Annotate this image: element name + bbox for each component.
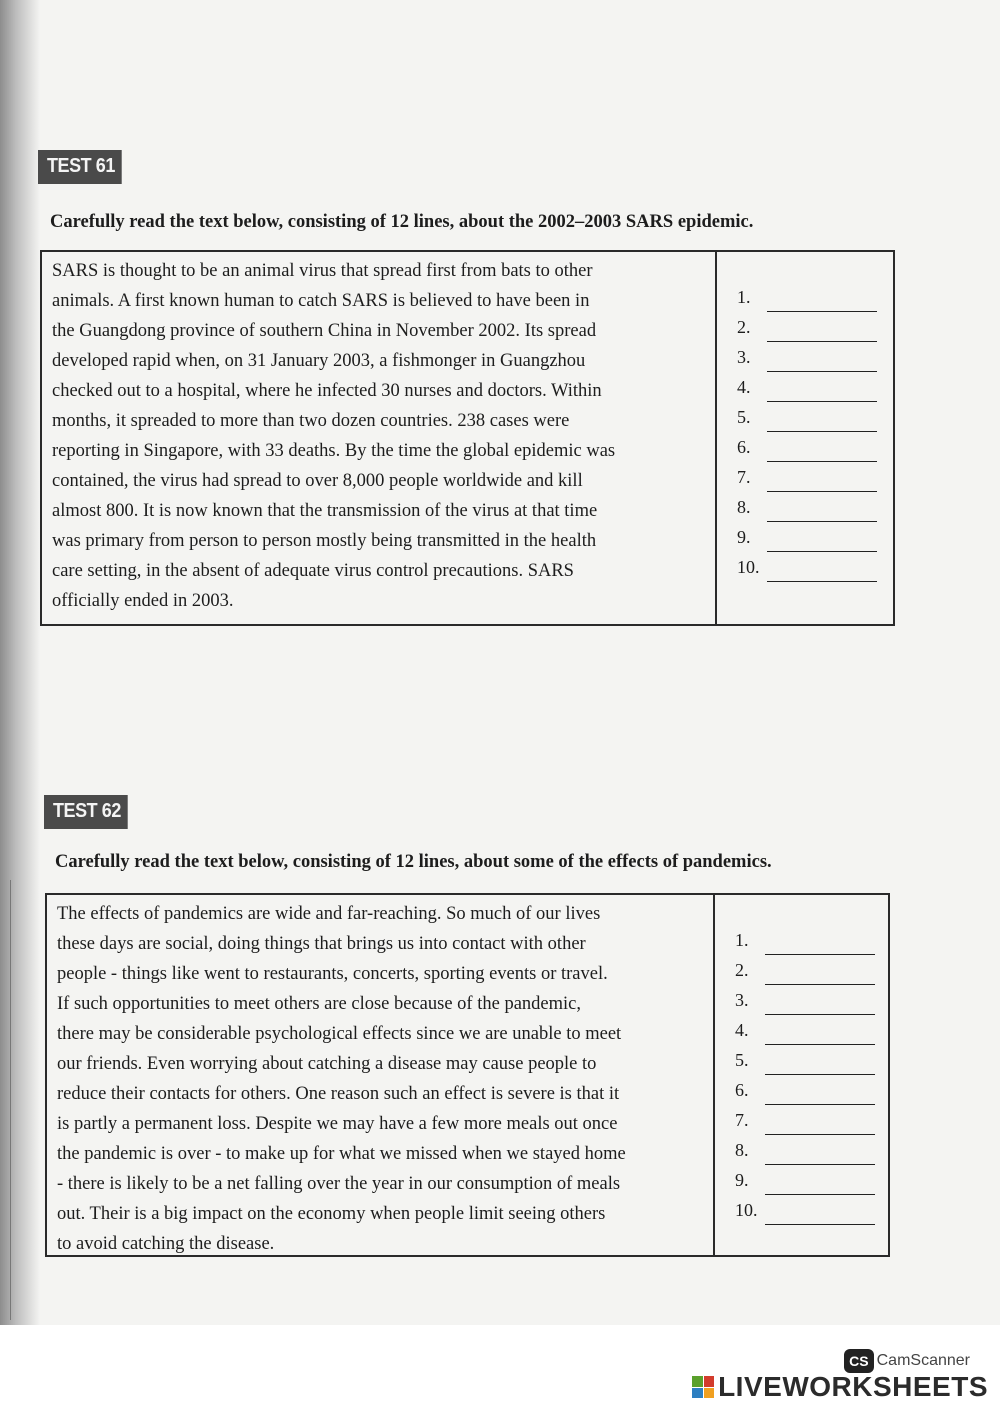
answer-blank[interactable] (767, 409, 877, 432)
answer-number: 2. (737, 317, 751, 337)
answer-number: 6. (737, 437, 751, 457)
answer-row (737, 312, 893, 342)
answer-number: 7. (735, 1110, 749, 1130)
answer-row (737, 372, 893, 402)
passage-line: people - things like went to restaurants, concerts, sporting events or travel. (57, 964, 608, 984)
passage-line: reporting in Singapore, with 33 deaths. By the time the global epidemic was (52, 441, 616, 461)
passage-line: out. Their is a big impact on the economy when people limit seeing others (57, 1204, 606, 1224)
liveworksheets-logo (692, 1371, 988, 1403)
test-62-passage (47, 895, 715, 1255)
answer-number: 8. (737, 497, 751, 517)
answer-row (737, 552, 893, 582)
passage-line: our friends. Even worrying about catching a disease may cause people to (57, 1054, 597, 1074)
passage-line: developed rapid when, on 31 January 2003, a fishmonger in Guangzhou (52, 351, 586, 371)
passage-line: was primary from person to person mostly being transmitted in the health (52, 531, 597, 551)
answer-number: 3. (735, 990, 749, 1010)
answer-number: 4. (735, 1020, 749, 1040)
test-61-text-box (40, 250, 895, 626)
answer-row (735, 1135, 888, 1165)
test-61-passage (42, 252, 717, 624)
passage-line: almost 800. It is now known that the transmission of the virus at that time (52, 501, 598, 521)
passage-line: - there is likely to be a net falling over the year in our consumption of meals (57, 1174, 621, 1194)
answer-row (737, 522, 893, 552)
passage-line: SARS is thought to be an animal virus that spread first from bats to other (52, 261, 593, 281)
answer-number: 10. (737, 557, 760, 577)
passage-line: the pandemic is over - to make up for what we missed when we stayed home (57, 1144, 626, 1164)
test-62-answers (715, 895, 888, 1255)
answer-number: 4. (737, 377, 751, 397)
answer-blank[interactable] (765, 932, 875, 955)
passage-line: If such opportunities to meet others are close because of the pandemic, (57, 994, 581, 1014)
answer-number: 7. (737, 467, 751, 487)
answer-blank[interactable] (765, 992, 875, 1015)
answer-row (735, 1195, 888, 1225)
answer-blank[interactable] (767, 439, 877, 462)
answer-number: 5. (737, 407, 751, 427)
test-61-answers (717, 252, 893, 624)
answer-blank[interactable] (767, 469, 877, 492)
test-61-badge: TEST 61 (38, 150, 122, 184)
answer-blank[interactable] (767, 529, 877, 552)
answer-row (737, 342, 893, 372)
answer-number: 9. (737, 527, 751, 547)
answer-number: 3. (737, 347, 751, 367)
answer-row (735, 1105, 888, 1135)
answer-number: 2. (735, 960, 749, 980)
answer-row (735, 955, 888, 985)
answer-blank[interactable] (767, 349, 877, 372)
test-62-instruction: Carefully read the text below, consisting of 12 lines, about some of the effects of pandemics. (55, 852, 772, 872)
test-62-text-box (45, 893, 890, 1257)
answer-row (737, 282, 893, 312)
answer-row (737, 432, 893, 462)
answer-number: 5. (735, 1050, 749, 1070)
answer-row (735, 1165, 888, 1195)
answer-row (737, 462, 893, 492)
answer-row (737, 492, 893, 522)
passage-line: reduce their contacts for others. One reason such an effect is severe is that it (57, 1084, 620, 1104)
passage-line: is partly a permanent loss. Despite we may have a few more meals out once (57, 1114, 618, 1134)
camscanner-label: CamScanner (876, 1352, 970, 1369)
answer-number: 1. (735, 930, 749, 950)
test-62-badge: TEST 62 (44, 795, 128, 829)
answer-blank[interactable] (765, 962, 875, 985)
answer-blank[interactable] (765, 1172, 875, 1195)
passage-line: months, it spreaded to more than two dozen countries. 238 cases were (52, 411, 570, 431)
answer-blank[interactable] (765, 1202, 875, 1225)
passage-line: these days are social, doing things that brings us into contact with other (57, 934, 586, 954)
answer-blank[interactable] (767, 379, 877, 402)
answer-blank[interactable] (765, 1142, 875, 1165)
camscanner-icon: CS (844, 1349, 873, 1373)
answer-number: 1. (737, 287, 751, 307)
passage-line: there may be considerable psychological effects since we are unable to meet (57, 1024, 622, 1044)
answer-blank[interactable] (767, 559, 877, 582)
passage-line: officially ended in 2003. (52, 591, 234, 611)
answer-row (737, 402, 893, 432)
passage-line: care setting, in the absent of adequate virus control precautions. SARS (52, 561, 574, 581)
answer-number: 6. (735, 1080, 749, 1100)
answer-blank[interactable] (767, 289, 877, 312)
answer-row (735, 925, 888, 955)
answer-row (735, 985, 888, 1015)
answer-number: 8. (735, 1140, 749, 1160)
answer-number: 10. (735, 1200, 758, 1220)
answer-number: 9. (735, 1170, 749, 1190)
passage-line: animals. A first known human to catch SARS is believed to have been in (52, 291, 590, 311)
answer-blank[interactable] (765, 1082, 875, 1105)
answer-row (735, 1015, 888, 1045)
passage-line: checked out to a hospital, where he infected 30 nurses and doctors. Within (52, 381, 602, 401)
passage-line: the Guangdong province of southern China in November 2002. Its spread (52, 321, 597, 341)
liveworksheets-icon (692, 1376, 714, 1398)
test-61-instruction: Carefully read the text below, consisting of 12 lines, about the 2002–2003 SARS epidemic. (50, 212, 754, 232)
answer-blank[interactable] (765, 1112, 875, 1135)
passage-line: contained, the virus had spread to over 8,000 people worldwide and kill (52, 471, 583, 491)
liveworksheets-label: LIVEWORKSHEETS (718, 1371, 988, 1402)
answer-blank[interactable] (765, 1052, 875, 1075)
camscanner-watermark (844, 1349, 970, 1373)
answer-blank[interactable] (765, 1022, 875, 1045)
answer-row (735, 1075, 888, 1105)
answer-row (735, 1045, 888, 1075)
answer-blank[interactable] (767, 499, 877, 522)
passage-line: The effects of pandemics are wide and far-reaching. So much of our lives (57, 904, 601, 924)
passage-line: to avoid catching the disease. (57, 1234, 275, 1254)
answer-blank[interactable] (767, 319, 877, 342)
page-edge (0, 880, 11, 1320)
